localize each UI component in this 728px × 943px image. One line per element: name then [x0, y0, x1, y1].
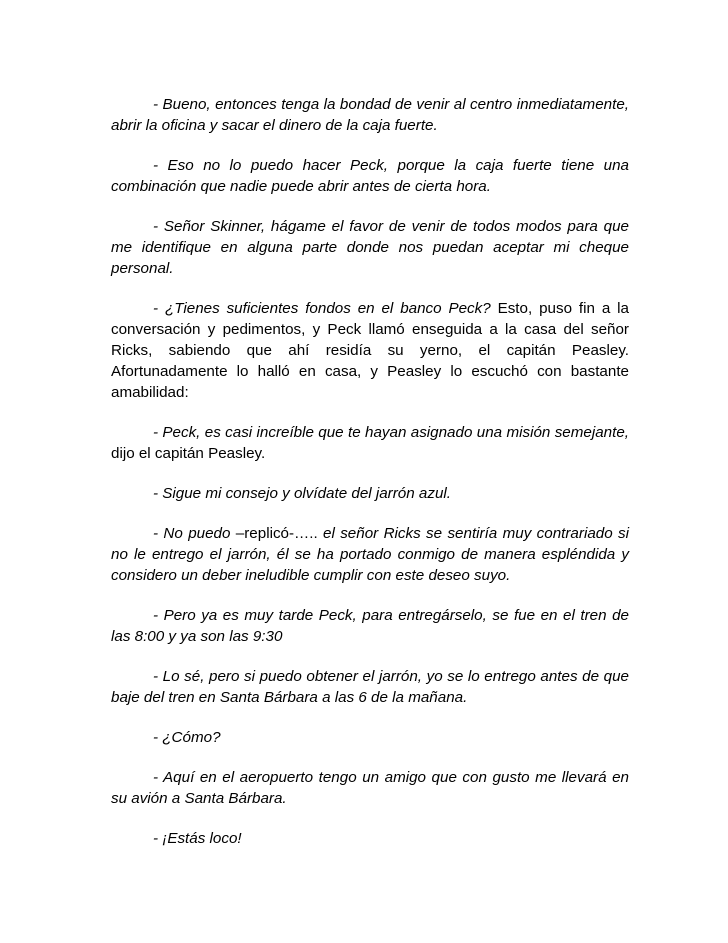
- paragraph: [111, 155, 629, 197]
- paragraph: [111, 828, 629, 849]
- paragraph: [111, 767, 629, 809]
- paragraph-text: - Eso no lo puedo hacer Peck, porque la caja fuerte tiene una combinación que nadie puede abrir antes de cierta hora.: [111, 157, 629, 195]
- paragraph: [111, 666, 629, 708]
- paragraph-text: Esto, puso fin a la conversación y pedimentos, y Peck llamó enseguida a la casa del señor Ricks, sabiendo que ahí residía su yerno, el capitán Peasley. Afortunadamente lo halló en casa, y Peasley lo escuchó con bastante amabilidad:: [111, 300, 629, 401]
- paragraph-text: - Aquí en el aeropuerto tengo un amigo que con gusto me llevará en su avión a Santa Bárbara.: [111, 769, 629, 807]
- paragraph-text: - Lo sé, pero si puedo obtener el jarrón, yo se lo entrego antes de que baje del tren en Santa Bárbara a las 6 de la mañana.: [111, 668, 629, 706]
- paragraph-text-italic: - No puedo: [153, 525, 231, 542]
- paragraph-text-italic: - Peck, es casi increíble que te hayan asignado una misión semejante,: [153, 424, 629, 441]
- paragraph: [111, 94, 629, 136]
- paragraph-text-italic: el señor Ricks se sentiría muy contrariado si no le entrego el jarrón, él se ha portado conmigo de manera espléndida y considero un deber ineludible cumplir con este deseo suyo.: [111, 525, 629, 584]
- paragraph-text-italic: - ¿Tienes suficientes fondos en el banco Peck?: [153, 300, 491, 317]
- paragraph-text: - Señor Skinner, hágame el favor de venir de todos modos para que me identifique en alguna parte donde nos puedan aceptar mi cheque personal.: [111, 218, 629, 277]
- paragraph: [111, 523, 629, 586]
- paragraph-text: - ¿Cómo?: [153, 729, 221, 746]
- paragraph-text: - Pero ya es muy tarde Peck, para entregárselo, se fue en el tren de las 8:00 y ya son las 9:30: [111, 607, 629, 645]
- paragraph-text: –replicó-…..: [230, 525, 324, 542]
- paragraph-text: - Sigue mi consejo y olvídate del jarrón azul.: [153, 485, 451, 502]
- document-page: [111, 94, 629, 849]
- paragraph: [111, 605, 629, 647]
- paragraph: [111, 298, 629, 403]
- paragraph-text: - Bueno, entonces tenga la bondad de venir al centro inmediatamente, abrir la oficina y sacar el dinero de la caja fuerte.: [111, 96, 629, 134]
- paragraph: [111, 483, 629, 504]
- paragraph: [111, 216, 629, 279]
- paragraph-text: dijo el capitán Peasley.: [111, 445, 266, 462]
- paragraph-text: - ¡Estás loco!: [153, 830, 242, 847]
- paragraph: [111, 422, 629, 464]
- paragraph: [111, 727, 629, 748]
